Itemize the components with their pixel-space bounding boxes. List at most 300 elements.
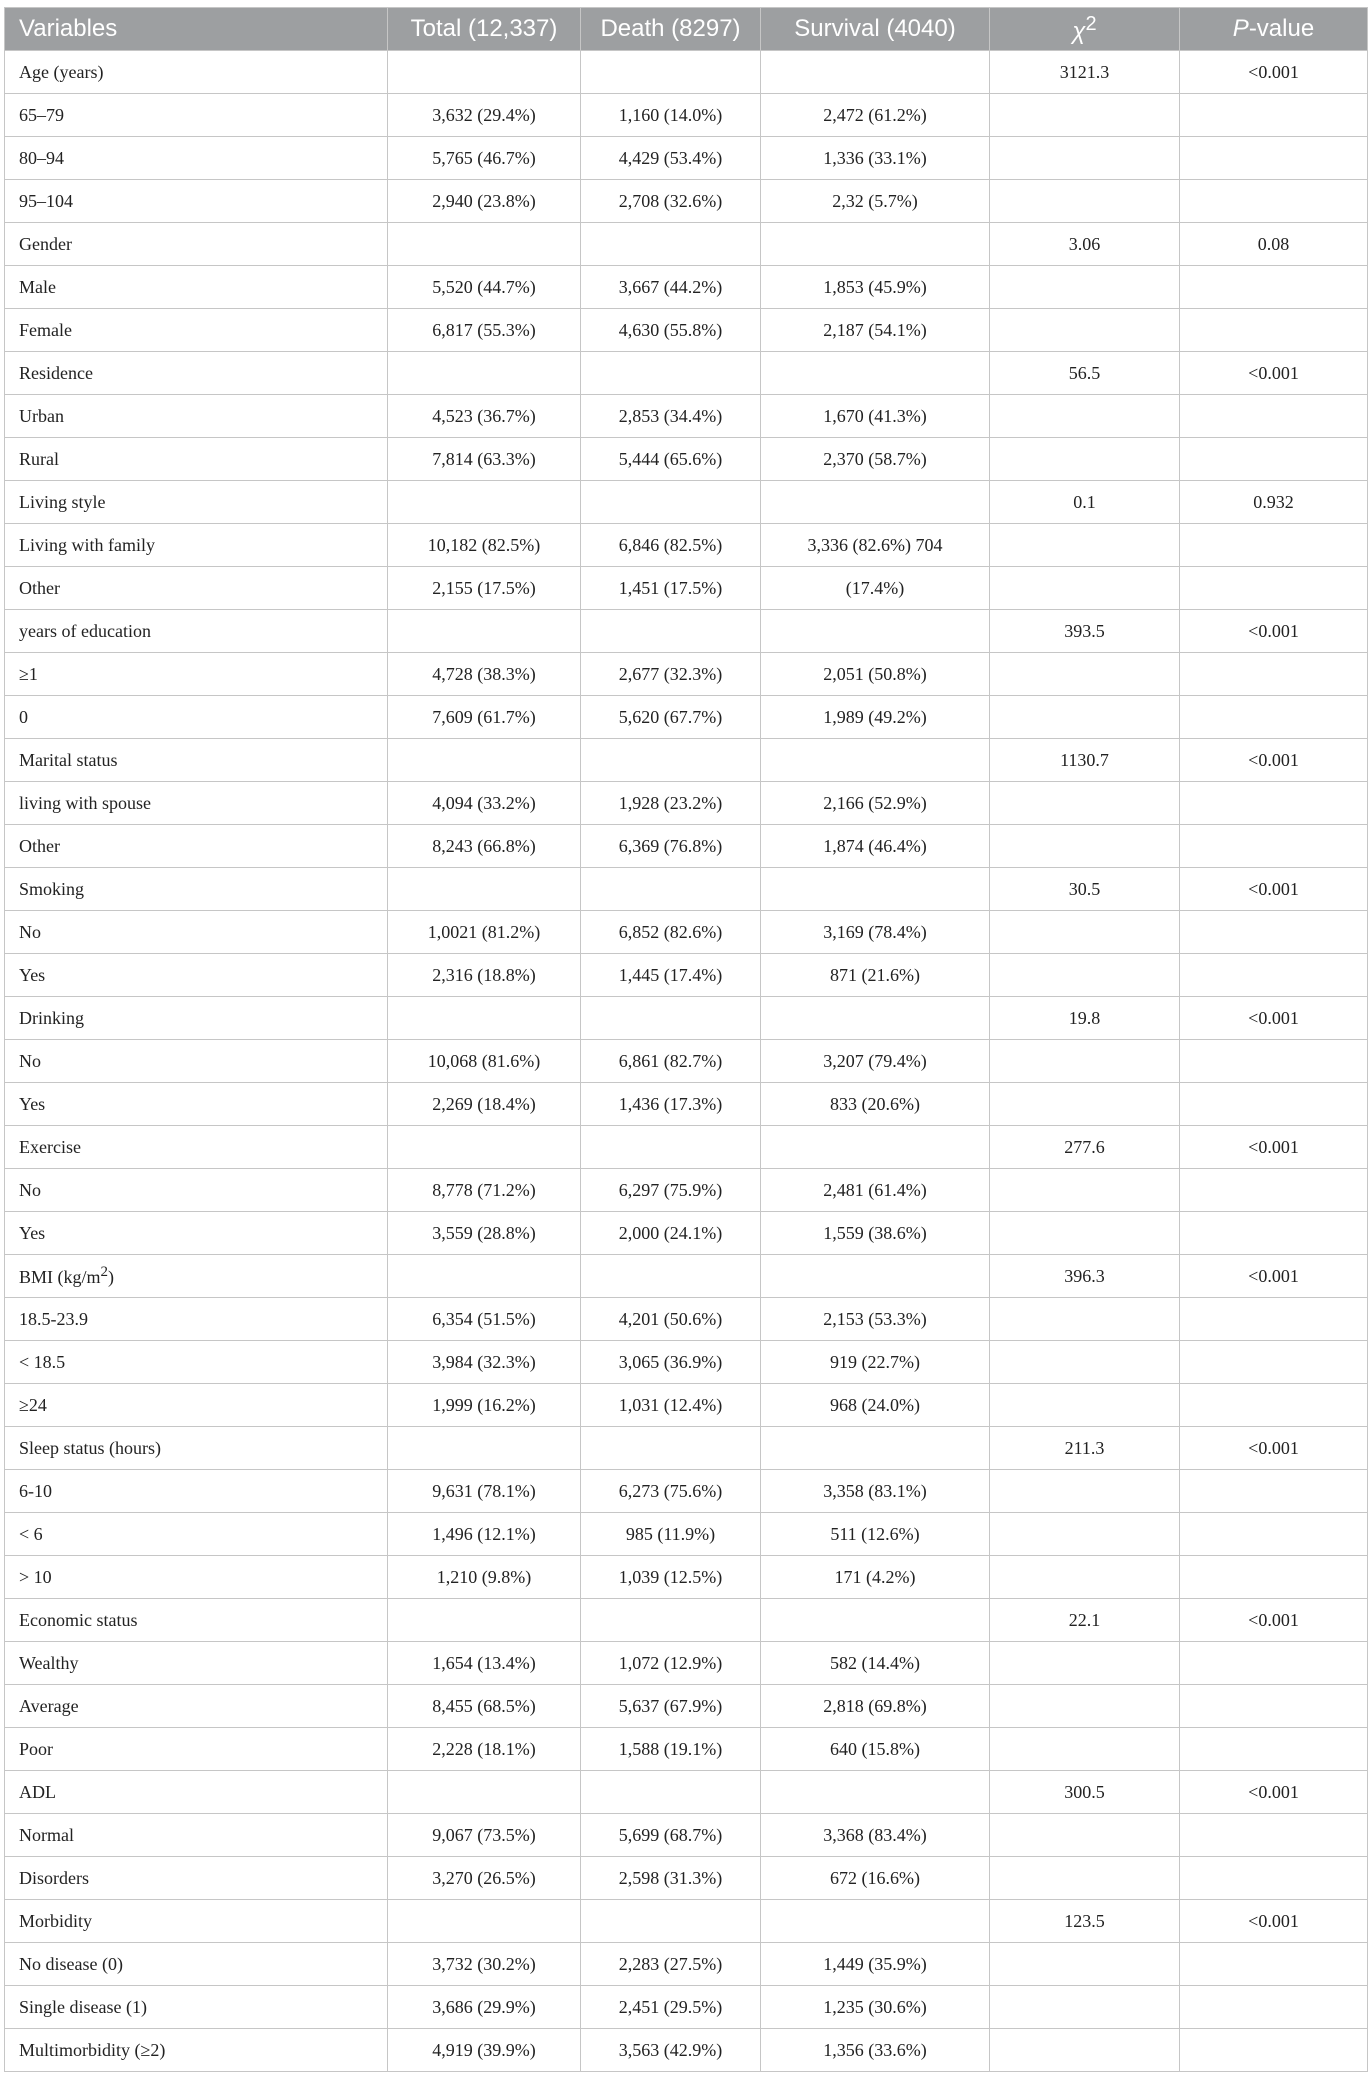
- death-cell: 1,436 (17.3%): [581, 1083, 761, 1126]
- table-row: [5, 868, 1368, 911]
- survival-cell: 3,368 (83.4%): [761, 1814, 990, 1857]
- chi-square-cell: 123.5: [990, 1900, 1180, 1943]
- table-row: [5, 524, 1368, 567]
- death-cell: 1,039 (12.5%): [581, 1556, 761, 1599]
- death-cell: 5,620 (67.7%): [581, 696, 761, 739]
- chi-square-cell: 300.5: [990, 1771, 1180, 1814]
- variable-cell: [5, 1427, 388, 1470]
- survival-cell: [761, 997, 990, 1040]
- total-cell: 2,316 (18.8%): [388, 954, 581, 997]
- variable-cell: [5, 1685, 388, 1728]
- total-cell: [388, 51, 581, 94]
- survival-cell: 2,818 (69.8%): [761, 1685, 990, 1728]
- variable-label: years of education: [19, 620, 151, 641]
- death-cell: 5,444 (65.6%): [581, 438, 761, 481]
- table-row: [5, 266, 1368, 309]
- table-row: [5, 1470, 1368, 1513]
- death-cell: [581, 997, 761, 1040]
- variable-superscript: 2: [100, 1264, 109, 1280]
- variable-cell: [5, 395, 388, 438]
- p-value-cell: [1180, 524, 1368, 567]
- chi-square-cell: [990, 1341, 1180, 1384]
- total-cell: 10,068 (81.6%): [388, 1040, 581, 1083]
- p-value-cell: [1180, 653, 1368, 696]
- variable-cell: [5, 1728, 388, 1771]
- total-cell: 8,778 (71.2%): [388, 1169, 581, 1212]
- p-value-cell: 0.08: [1180, 223, 1368, 266]
- variable-cell: [5, 1341, 388, 1384]
- p-value-cell: <0.001: [1180, 1900, 1368, 1943]
- variable-cell: [5, 610, 388, 653]
- death-cell: [581, 352, 761, 395]
- header-chi-square: [990, 8, 1180, 51]
- survival-cell: (17.4%): [761, 567, 990, 610]
- total-cell: 3,559 (28.8%): [388, 1212, 581, 1255]
- chi-square-cell: [990, 825, 1180, 868]
- table-row: [5, 1513, 1368, 1556]
- survival-cell: 1,670 (41.3%): [761, 395, 990, 438]
- variable-label: No: [19, 921, 41, 942]
- total-cell: [388, 352, 581, 395]
- chi-square-cell: [990, 1083, 1180, 1126]
- table-row: [5, 1212, 1368, 1255]
- variable-label: 65–79: [19, 104, 64, 125]
- table-row: [5, 1900, 1368, 1943]
- variable-cell: [5, 223, 388, 266]
- total-cell: 2,228 (18.1%): [388, 1728, 581, 1771]
- total-cell: 4,919 (39.9%): [388, 2029, 581, 2072]
- survival-cell: 1,336 (33.1%): [761, 137, 990, 180]
- survival-cell: [761, 1427, 990, 1470]
- death-cell: 6,369 (76.8%): [581, 825, 761, 868]
- variable-label-suffix: ): [108, 1267, 115, 1287]
- variable-cell: [5, 1943, 388, 1986]
- death-cell: 2,853 (34.4%): [581, 395, 761, 438]
- table-row: [5, 2029, 1368, 2072]
- p-value-cell: [1180, 1556, 1368, 1599]
- variable-label: Normal: [19, 1824, 74, 1845]
- variable-label: 0: [19, 706, 28, 727]
- variable-cell: [5, 653, 388, 696]
- chi-square-cell: [990, 1943, 1180, 1986]
- table-row: [5, 997, 1368, 1040]
- variable-label: Poor: [19, 1738, 54, 1759]
- chi-square-cell: 19.8: [990, 997, 1180, 1040]
- total-cell: [388, 868, 581, 911]
- death-cell: [581, 610, 761, 653]
- variable-cell: [5, 180, 388, 223]
- chi-square-cell: 277.6: [990, 1126, 1180, 1169]
- p-value-cell: [1180, 309, 1368, 352]
- p-value-cell: [1180, 911, 1368, 954]
- variable-cell: [5, 1556, 388, 1599]
- variable-label: ≥1: [19, 663, 38, 684]
- total-cell: [388, 997, 581, 1040]
- variable-cell: [5, 2029, 388, 2072]
- variable-cell: [5, 1857, 388, 1900]
- total-cell: [388, 739, 581, 782]
- table-row: [5, 782, 1368, 825]
- table-row: [5, 1943, 1368, 1986]
- survival-cell: [761, 1771, 990, 1814]
- death-cell: 1,160 (14.0%): [581, 94, 761, 137]
- variable-label: < 6: [19, 1523, 43, 1544]
- death-cell: [581, 51, 761, 94]
- chi-superscript: 2: [1085, 12, 1097, 35]
- variable-label: Multimorbidity (≥2): [19, 2039, 166, 2060]
- chi-square-cell: [990, 94, 1180, 137]
- chi-square-cell: 56.5: [990, 352, 1180, 395]
- table-row: [5, 1169, 1368, 1212]
- variable-label: No disease (0): [19, 1953, 123, 1974]
- chi-symbol: χ: [1072, 17, 1086, 45]
- death-cell: [581, 1126, 761, 1169]
- table-row: [5, 137, 1368, 180]
- chi-square-cell: [990, 1685, 1180, 1728]
- table-body: [5, 51, 1368, 2072]
- p-value-cell: 0.932: [1180, 481, 1368, 524]
- table-row: [5, 1083, 1368, 1126]
- chi-square-cell: [990, 1728, 1180, 1771]
- p-value-cell: <0.001: [1180, 997, 1368, 1040]
- variable-label: 18.5-23.9: [19, 1308, 88, 1329]
- chi-square-cell: [990, 1814, 1180, 1857]
- table-row: [5, 1599, 1368, 1642]
- variable-cell: [5, 94, 388, 137]
- chi-square-cell: [990, 782, 1180, 825]
- variable-label: Age (years): [19, 61, 104, 82]
- variable-cell: [5, 1169, 388, 1212]
- chi-square-cell: 211.3: [990, 1427, 1180, 1470]
- table-row: [5, 825, 1368, 868]
- survival-cell: [761, 223, 990, 266]
- variable-cell: [5, 137, 388, 180]
- total-cell: [388, 1427, 581, 1470]
- total-cell: 9,067 (73.5%): [388, 1814, 581, 1857]
- variable-cell: [5, 1771, 388, 1814]
- survival-cell: 2,370 (58.7%): [761, 438, 990, 481]
- total-cell: 1,0021 (81.2%): [388, 911, 581, 954]
- p-value-cell: [1180, 438, 1368, 481]
- table-row: [5, 438, 1368, 481]
- death-cell: 2,000 (24.1%): [581, 1212, 761, 1255]
- variable-label: Marital status: [19, 749, 118, 770]
- total-cell: 1,496 (12.1%): [388, 1513, 581, 1556]
- p-value-cell: [1180, 1470, 1368, 1513]
- table-row: [5, 1771, 1368, 1814]
- total-cell: [388, 1900, 581, 1943]
- death-cell: 1,588 (19.1%): [581, 1728, 761, 1771]
- chi-square-cell: 0.1: [990, 481, 1180, 524]
- survival-cell: 1,449 (35.9%): [761, 1943, 990, 1986]
- p-value-cell: [1180, 395, 1368, 438]
- chi-square-cell: [990, 696, 1180, 739]
- table-row: [5, 481, 1368, 524]
- survival-cell: 2,32 (5.7%): [761, 180, 990, 223]
- variable-label: Yes: [19, 964, 46, 985]
- p-value-cell: [1180, 567, 1368, 610]
- table-row: [5, 696, 1368, 739]
- survival-cell: [761, 739, 990, 782]
- death-cell: 6,852 (82.6%): [581, 911, 761, 954]
- p-value-cell: [1180, 266, 1368, 309]
- survival-cell: 1,356 (33.6%): [761, 2029, 990, 2072]
- death-cell: [581, 481, 761, 524]
- death-cell: [581, 1427, 761, 1470]
- survival-cell: [761, 610, 990, 653]
- total-cell: 2,940 (23.8%): [388, 180, 581, 223]
- death-cell: 1,031 (12.4%): [581, 1384, 761, 1427]
- variable-label: Morbidity: [19, 1910, 93, 1931]
- variable-label: > 10: [19, 1566, 52, 1587]
- survival-cell: 833 (20.6%): [761, 1083, 990, 1126]
- variable-label: Living style: [19, 491, 106, 512]
- total-cell: 3,686 (29.9%): [388, 1986, 581, 2029]
- p-value-cell: [1180, 782, 1368, 825]
- variable-cell: [5, 1513, 388, 1556]
- variable-label: Female: [19, 319, 72, 340]
- total-cell: 3,732 (30.2%): [388, 1943, 581, 1986]
- chi-square-cell: [990, 1556, 1180, 1599]
- total-cell: 2,155 (17.5%): [388, 567, 581, 610]
- header-p-value: [1180, 8, 1368, 51]
- chi-square-cell: 1130.7: [990, 739, 1180, 782]
- variable-cell: [5, 1384, 388, 1427]
- p-value-cell: [1180, 1728, 1368, 1771]
- p-value-cell: [1180, 1986, 1368, 2029]
- variable-cell: [5, 1126, 388, 1169]
- total-cell: 8,243 (66.8%): [388, 825, 581, 868]
- header-death: Death (8297): [581, 8, 761, 51]
- survival-cell: [761, 51, 990, 94]
- chi-square-cell: 396.3: [990, 1255, 1180, 1298]
- survival-cell: 1,874 (46.4%): [761, 825, 990, 868]
- variable-label: Residence: [19, 362, 93, 383]
- table-row: [5, 1814, 1368, 1857]
- total-cell: [388, 1126, 581, 1169]
- table-row: [5, 739, 1368, 782]
- variable-cell: [5, 438, 388, 481]
- variable-label: Rural: [19, 448, 59, 469]
- chi-square-cell: [990, 395, 1180, 438]
- death-cell: 5,637 (67.9%): [581, 1685, 761, 1728]
- death-cell: 2,451 (29.5%): [581, 1986, 761, 2029]
- table-row: [5, 352, 1368, 395]
- p-value-cell: [1180, 1384, 1368, 1427]
- total-cell: 1,654 (13.4%): [388, 1642, 581, 1685]
- survival-cell: 1,559 (38.6%): [761, 1212, 990, 1255]
- p-value-cell: [1180, 954, 1368, 997]
- variable-cell: [5, 1470, 388, 1513]
- total-cell: [388, 1771, 581, 1814]
- total-cell: 3,984 (32.3%): [388, 1341, 581, 1384]
- death-cell: 6,846 (82.5%): [581, 524, 761, 567]
- variable-label: No: [19, 1179, 41, 1200]
- p-value-cell: <0.001: [1180, 1599, 1368, 1642]
- p-value-cell: [1180, 1642, 1368, 1685]
- total-cell: 3,270 (26.5%): [388, 1857, 581, 1900]
- variable-cell: [5, 1083, 388, 1126]
- death-cell: 1,451 (17.5%): [581, 567, 761, 610]
- total-cell: 7,609 (61.7%): [388, 696, 581, 739]
- survival-cell: 2,481 (61.4%): [761, 1169, 990, 1212]
- header-survival: Survival (4040): [761, 8, 990, 51]
- header-total: Total (12,337): [388, 8, 581, 51]
- p-value-cell: <0.001: [1180, 868, 1368, 911]
- table-row: [5, 1728, 1368, 1771]
- chi-square-cell: 22.1: [990, 1599, 1180, 1642]
- chi-square-cell: [990, 266, 1180, 309]
- table-row: [5, 567, 1368, 610]
- variable-label: Sleep status (hours): [19, 1437, 161, 1458]
- p-value-cell: [1180, 1943, 1368, 1986]
- variable-cell: [5, 352, 388, 395]
- total-cell: 5,765 (46.7%): [388, 137, 581, 180]
- chi-square-cell: [990, 438, 1180, 481]
- death-cell: 985 (11.9%): [581, 1513, 761, 1556]
- variable-label: Other: [19, 577, 60, 598]
- table-row: [5, 911, 1368, 954]
- death-cell: 2,283 (27.5%): [581, 1943, 761, 1986]
- variable-label: Economic status: [19, 1609, 138, 1630]
- total-cell: 8,455 (68.5%): [388, 1685, 581, 1728]
- variable-cell: [5, 1986, 388, 2029]
- death-cell: 5,699 (68.7%): [581, 1814, 761, 1857]
- variable-cell: [5, 1814, 388, 1857]
- variable-label: 80–94: [19, 147, 64, 168]
- death-cell: 1,072 (12.9%): [581, 1642, 761, 1685]
- total-cell: 2,269 (18.4%): [388, 1083, 581, 1126]
- total-cell: 4,728 (38.3%): [388, 653, 581, 696]
- variable-label: ADL: [19, 1781, 56, 1802]
- chi-square-cell: [990, 1513, 1180, 1556]
- variable-cell: [5, 1255, 388, 1298]
- death-cell: 1,445 (17.4%): [581, 954, 761, 997]
- p-value-cell: <0.001: [1180, 739, 1368, 782]
- p-value-cell: [1180, 1513, 1368, 1556]
- variable-cell: [5, 1298, 388, 1341]
- total-cell: 5,520 (44.7%): [388, 266, 581, 309]
- variable-label: living with spouse: [19, 792, 152, 813]
- variable-label: Average: [19, 1695, 79, 1716]
- header-row: [5, 8, 1368, 51]
- table-row: [5, 1986, 1368, 2029]
- variable-cell: [5, 739, 388, 782]
- variable-label: Drinking: [19, 1007, 84, 1028]
- variable-cell: [5, 696, 388, 739]
- survival-cell: [761, 1599, 990, 1642]
- survival-cell: [761, 868, 990, 911]
- total-cell: [388, 481, 581, 524]
- table-row: [5, 1556, 1368, 1599]
- survival-cell: 582 (14.4%): [761, 1642, 990, 1685]
- survival-cell: 3,207 (79.4%): [761, 1040, 990, 1083]
- death-cell: 2,598 (31.3%): [581, 1857, 761, 1900]
- chi-square-cell: [990, 911, 1180, 954]
- death-cell: [581, 1599, 761, 1642]
- table-row: [5, 610, 1368, 653]
- survival-cell: 640 (15.8%): [761, 1728, 990, 1771]
- survival-cell: 2,472 (61.2%): [761, 94, 990, 137]
- total-cell: 4,094 (33.2%): [388, 782, 581, 825]
- survival-cell: 2,187 (54.1%): [761, 309, 990, 352]
- total-cell: [388, 610, 581, 653]
- variable-label: 95–104: [19, 190, 73, 211]
- survival-cell: [761, 352, 990, 395]
- variable-cell: [5, 1599, 388, 1642]
- survival-cell: [761, 1255, 990, 1298]
- death-cell: 3,065 (36.9%): [581, 1341, 761, 1384]
- total-cell: 4,523 (36.7%): [388, 395, 581, 438]
- survival-cell: 171 (4.2%): [761, 1556, 990, 1599]
- death-cell: 1,928 (23.2%): [581, 782, 761, 825]
- variable-label: BMI (kg/m: [19, 1267, 101, 1287]
- header-variables: Variables: [5, 8, 388, 51]
- chi-square-cell: [990, 180, 1180, 223]
- death-cell: 2,677 (32.3%): [581, 653, 761, 696]
- death-cell: [581, 868, 761, 911]
- p-value-cell: <0.001: [1180, 51, 1368, 94]
- table-row: [5, 1255, 1368, 1298]
- table-header: [5, 8, 1368, 51]
- variable-label: No: [19, 1050, 41, 1071]
- variable-cell: [5, 1642, 388, 1685]
- chi-square-cell: [990, 1298, 1180, 1341]
- table-row: [5, 1642, 1368, 1685]
- survival-cell: [761, 1126, 990, 1169]
- death-cell: 3,563 (42.9%): [581, 2029, 761, 2072]
- survival-cell: 1,853 (45.9%): [761, 266, 990, 309]
- variable-cell: [5, 997, 388, 1040]
- p-value-cell: [1180, 2029, 1368, 2072]
- total-cell: 1,210 (9.8%): [388, 1556, 581, 1599]
- survival-cell: 3,169 (78.4%): [761, 911, 990, 954]
- variable-label: Living with family: [19, 534, 155, 555]
- p-value-cell: [1180, 1298, 1368, 1341]
- total-cell: 3,632 (29.4%): [388, 94, 581, 137]
- survival-cell: 511 (12.6%): [761, 1513, 990, 1556]
- p-value-cell: <0.001: [1180, 1255, 1368, 1298]
- chi-square-cell: [990, 1470, 1180, 1513]
- variable-label: ≥24: [19, 1394, 47, 1415]
- variable-cell: [5, 1900, 388, 1943]
- p-value-cell: [1180, 1169, 1368, 1212]
- p-value-cell: [1180, 180, 1368, 223]
- variable-label: Single disease (1): [19, 1996, 147, 2017]
- total-cell: [388, 223, 581, 266]
- variable-cell: [5, 825, 388, 868]
- survival-cell: 1,989 (49.2%): [761, 696, 990, 739]
- variable-label: Urban: [19, 405, 64, 426]
- table-row: [5, 309, 1368, 352]
- chi-square-cell: 3.06: [990, 223, 1180, 266]
- survival-cell: 672 (16.6%): [761, 1857, 990, 1900]
- survival-cell: 968 (24.0%): [761, 1384, 990, 1427]
- p-value-cell: [1180, 1212, 1368, 1255]
- table-row: [5, 1685, 1368, 1728]
- variable-cell: [5, 1040, 388, 1083]
- p-value-cell: [1180, 825, 1368, 868]
- death-cell: [581, 739, 761, 782]
- p-value-cell: [1180, 1341, 1368, 1384]
- death-cell: [581, 223, 761, 266]
- total-cell: 1,999 (16.2%): [388, 1384, 581, 1427]
- survival-cell: 2,153 (53.3%): [761, 1298, 990, 1341]
- death-cell: 6,273 (75.6%): [581, 1470, 761, 1513]
- chi-square-cell: 393.5: [990, 610, 1180, 653]
- variable-label: Smoking: [19, 878, 85, 899]
- chi-square-cell: [990, 954, 1180, 997]
